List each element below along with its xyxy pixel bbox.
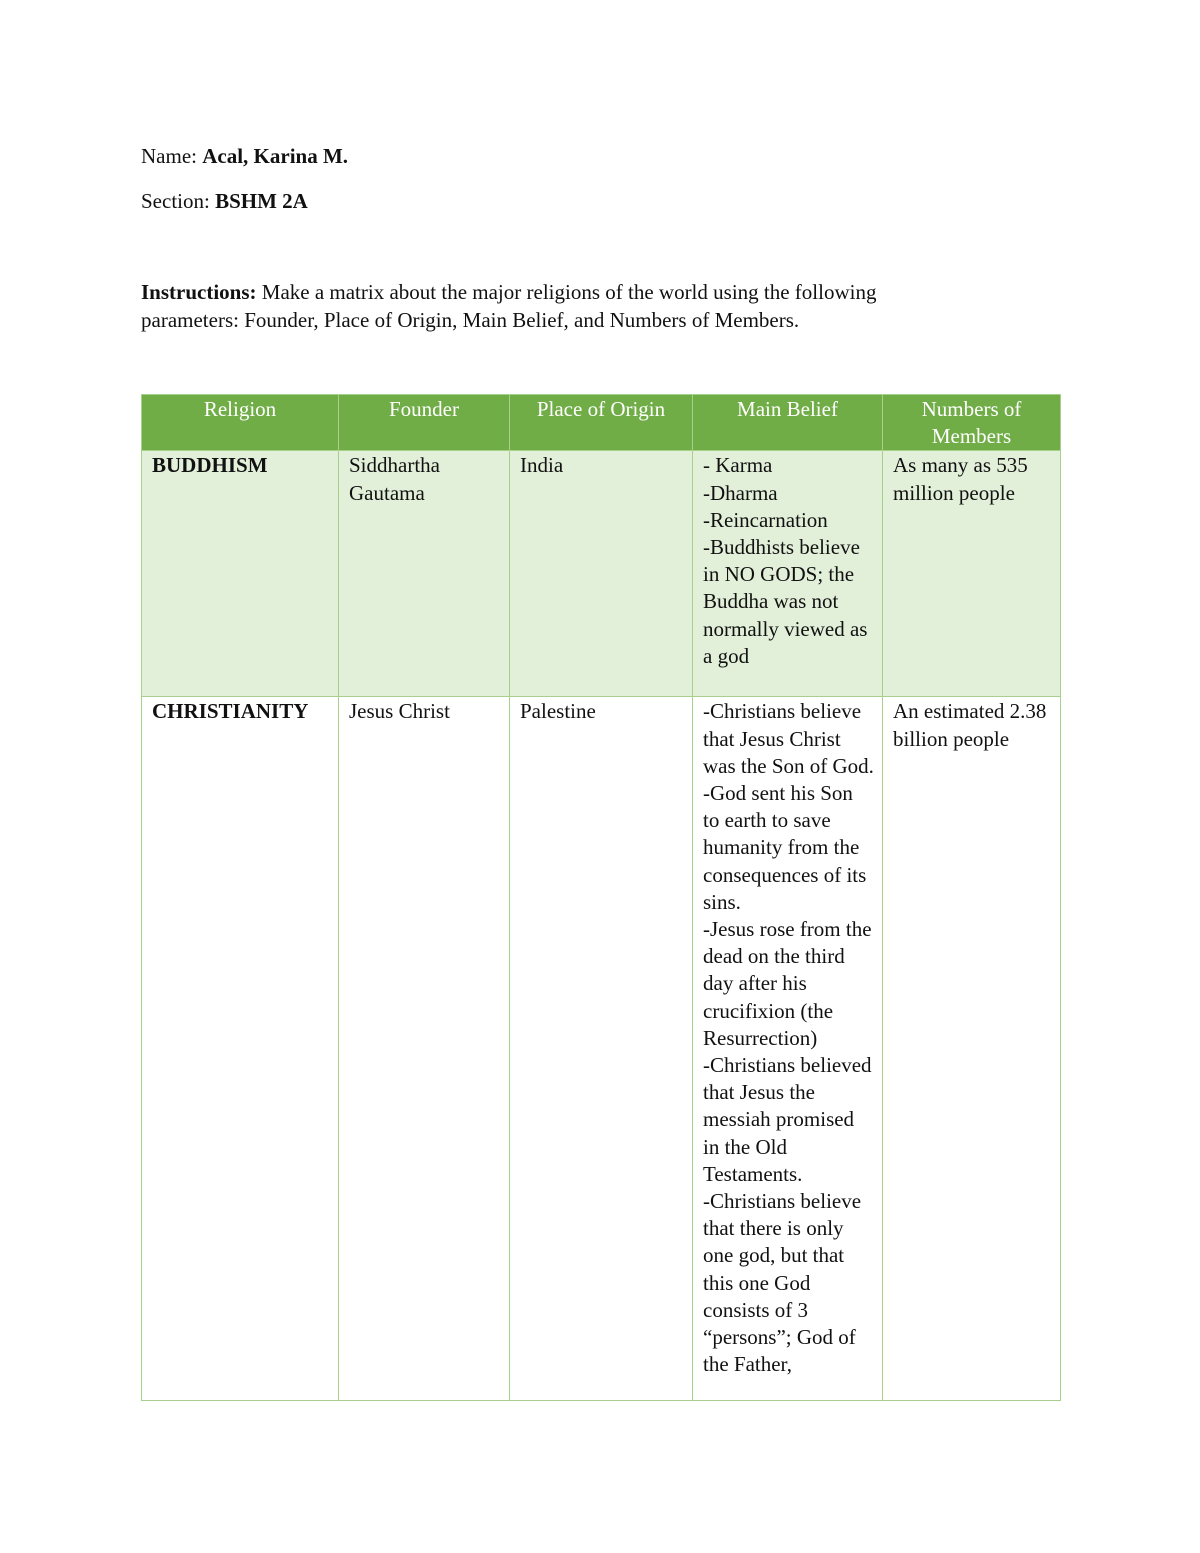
belief-item: -God sent his Son to earth to save humanity from the consequences of its sins. (703, 781, 867, 914)
header-numbers-of-members: Numbers of Members (883, 395, 1061, 451)
religion-cell: BUDDHISM (142, 451, 339, 697)
instructions-text-2: parameters: Founder, Place of Origin, Main Belief, and Numbers of Members. (141, 308, 800, 332)
origin-cell: Palestine (510, 697, 693, 1401)
belief-item: -Christians believe that Jesus Christ was the Son of God. (703, 699, 874, 778)
members-cell: An estimated 2.38 billion people (883, 697, 1061, 1401)
belief-item: - Karma (703, 453, 773, 478)
section-label: Section: (141, 189, 210, 213)
main-belief-cell (693, 697, 883, 1401)
instructions-text-1: Make a matrix about the major religions of the world using the following (261, 280, 877, 304)
table-header-row (142, 395, 1061, 451)
religions-matrix-table (141, 394, 1061, 1401)
belief-item: -Jesus rose from the dead on the third day after his crucifixion (the Resurrection) (703, 917, 872, 1050)
religion-cell: CHRISTIANITY (142, 697, 339, 1401)
belief-item: -Christians believe that there is only one god, but that this one God consists of 3 “persons”; God of the Father, (703, 1189, 862, 1377)
instructions-line-1 (141, 278, 876, 306)
members-cell: As many as 535 million people (883, 451, 1061, 697)
header-religion: Religion (142, 395, 339, 451)
instructions-label: Instructions: (141, 280, 257, 304)
belief-item: -Buddhists believe in NO GODS; the Buddha was not normally viewed as a god (703, 535, 868, 668)
founder-cell: Siddhartha Gautama (339, 451, 510, 697)
section-value: BSHM 2A (215, 189, 308, 213)
belief-item: -Reincarnation (703, 507, 828, 532)
main-belief-cell (693, 451, 883, 697)
header-main-belief: Main Belief (693, 395, 883, 451)
name-label: Name: (141, 144, 197, 168)
table-row (142, 697, 1061, 1401)
section-line (141, 187, 308, 215)
name-value: Acal, Karina M. (202, 144, 349, 168)
header-founder: Founder (339, 395, 510, 451)
table-row (142, 451, 1061, 697)
belief-item: -Dharma (703, 480, 778, 505)
name-line (141, 142, 348, 170)
header-place-of-origin: Place of Origin (510, 395, 693, 451)
instructions-line-2 (141, 306, 799, 334)
origin-cell: India (510, 451, 693, 697)
belief-item: -Christians believed that Jesus the messiah promised in the Old Testaments. (703, 1053, 872, 1186)
founder-cell: Jesus Christ (339, 697, 510, 1401)
